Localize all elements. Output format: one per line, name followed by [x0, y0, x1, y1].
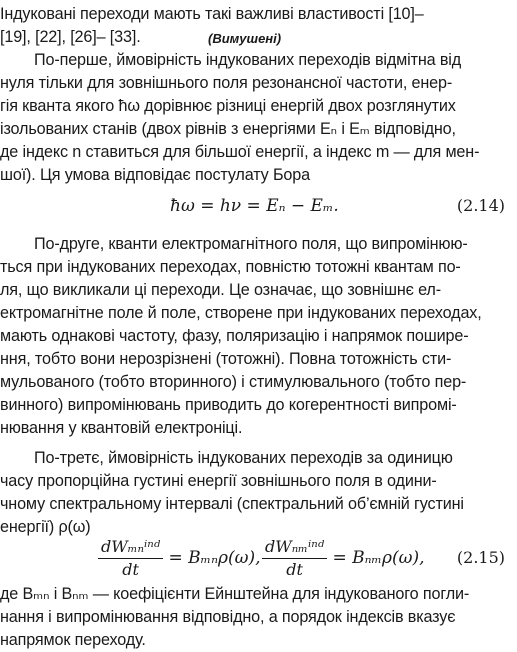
- text-line: [0, 232, 517, 256]
- handwritten-tag: (Вимушені): [208, 31, 282, 46]
- equation-body: ħω = hν = Eₙ − Eₘ.: [170, 196, 339, 216]
- line-text: По-третє, ймовірність індукованих переходів за одиницю: [34, 449, 453, 467]
- equation-left: [98, 534, 260, 582]
- text-line: [0, 2, 517, 26]
- line-text: де індекс n ставиться для більшої енергії, а індекс m — для мен-: [0, 143, 480, 161]
- equation-2-14: [0, 186, 517, 226]
- fraction-denominator: dt: [286, 560, 303, 579]
- text-line: [0, 140, 517, 164]
- text-line: [0, 347, 517, 371]
- text-line: [0, 582, 517, 606]
- text-line: [0, 324, 517, 348]
- line-text: шої). Ця умова відповідає постулату Бора: [0, 166, 310, 184]
- equation-2-15: [0, 534, 517, 582]
- line-text: ння, тобто вони нерозрізнені (тотожні). Повна тотожність сти-: [0, 350, 452, 368]
- text-line: [0, 163, 517, 187]
- text-line: [0, 370, 517, 394]
- fraction: [98, 536, 163, 581]
- text-line: [0, 605, 517, 629]
- line-text: енергії) ρ(ω): [0, 518, 91, 536]
- line-text: нуля тільки для зовнішнього поля резонансної частоти, енер-: [0, 74, 453, 92]
- equation-rhs: = Bₙₘρ(ω),: [332, 548, 425, 568]
- line-text: напрямок переходу.: [0, 631, 146, 649]
- line-text: нання і випромінювання відповідно, а порядок індексів вказує: [0, 608, 456, 626]
- fraction-denominator: dt: [122, 560, 139, 579]
- text-line: [0, 94, 517, 118]
- line-text: мульованого (тобто вторинного) і стимулювального (тобто пер-: [0, 373, 467, 391]
- text-line: [0, 278, 517, 302]
- line-text: гія кванта якого ħω дорівнює різниці енергій двох розглянутих: [0, 97, 456, 115]
- text-line: [0, 71, 517, 95]
- text-line: [0, 255, 517, 279]
- line-text: ться при індукованих переходах, повністю тотожні квантам по-: [0, 258, 461, 276]
- line-text: [19], [22], [26]– [33].: [0, 28, 141, 46]
- text-line: [0, 393, 517, 417]
- fraction-numerator: dWₙₘⁱⁿᵈ: [262, 536, 327, 559]
- text-line: [0, 117, 517, 141]
- line-text: часу пропорційна густині енергії зовнішнього поля в одини-: [0, 472, 437, 490]
- line-text: По-друге, кванти електромагнітного поля, що випромінюю-: [34, 235, 468, 253]
- line-text: винного) випромінювань приводить до когерентності випромі-: [0, 396, 457, 414]
- fraction-numerator: dWₘₙⁱⁿᵈ: [98, 536, 163, 559]
- line-text: чному спектральному інтервалі (спектральний об’ємній густині: [0, 495, 464, 513]
- line-text: мають однакові частоту, фазу, поляризацію і напрямок пошире-: [0, 327, 469, 345]
- equation-number: (2.14): [456, 196, 505, 215]
- equation-rhs: = Bₘₙρ(ω),: [168, 548, 261, 568]
- line-text: ізольованих станів (двох рівнів з енергіями Eₙ і Eₘ відповідно,: [0, 120, 456, 138]
- line-text: ля, що викликали ці переходи. Це означає, що зовнішнє ел-: [0, 281, 441, 299]
- text-line: [0, 446, 517, 470]
- text-line: [0, 469, 517, 493]
- equation-number: (2.15): [456, 548, 505, 567]
- line-text: Індуковані переходи мають такі важливі властивості [10]–: [0, 5, 424, 23]
- line-text: де Bₘₙ і Bₙₘ — коефіцієнти Ейнштейна для індукованого погли-: [0, 585, 470, 603]
- text-line: [0, 48, 517, 72]
- line-text: нювання у квантовій електроніці.: [0, 419, 243, 437]
- line-text: По-перше, ймовірність індукованих переходів відмітна від: [34, 51, 462, 69]
- text-line: [0, 492, 517, 516]
- text-line: [0, 416, 517, 440]
- line-text: ектромагнітне поле й поле, створене при індукованих переходах,: [0, 304, 482, 322]
- text-line: [0, 301, 517, 325]
- text-line: [0, 628, 517, 652]
- fraction: [262, 536, 327, 581]
- equation-right: [262, 534, 424, 582]
